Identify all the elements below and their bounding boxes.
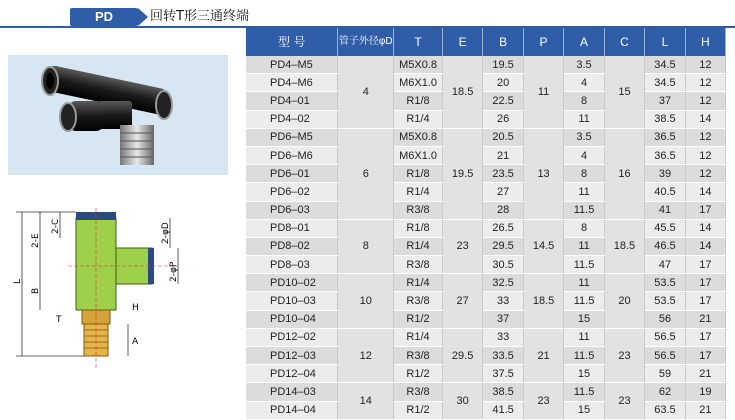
- cell-t: R1/8: [394, 92, 443, 110]
- cell-a: 8: [564, 92, 604, 110]
- cell-b: 27: [483, 183, 523, 201]
- tee-fitting-image: [8, 55, 228, 175]
- label-b: B: [31, 287, 41, 294]
- cell-l: 40.5: [645, 183, 685, 201]
- cell-model: PD12–02: [246, 328, 338, 346]
- dimension-diagram: [8, 208, 238, 383]
- table-row: [246, 165, 726, 183]
- cell-model: PD6–M5: [246, 128, 338, 146]
- cell-l: 59: [645, 365, 685, 383]
- cell-l: 46.5: [645, 237, 685, 255]
- table-row: [246, 347, 726, 365]
- table-row: [246, 256, 726, 274]
- cell-h: 17: [685, 292, 725, 310]
- cell-p: 23: [523, 383, 563, 419]
- cell-a: 4: [564, 74, 604, 92]
- cell-t: M6X1.0: [394, 146, 443, 164]
- cell-c: 23: [604, 328, 644, 383]
- table-row: [246, 219, 726, 237]
- cell-d: 12: [338, 328, 394, 383]
- cell-d: 10: [338, 274, 394, 329]
- cell-l: 45.5: [645, 219, 685, 237]
- cell-l: 62: [645, 383, 685, 401]
- table-row: [246, 110, 726, 128]
- cell-t: M5X0.8: [394, 128, 443, 146]
- cell-l: 53.5: [645, 292, 685, 310]
- cell-b: 33: [483, 328, 523, 346]
- table-row: [246, 310, 726, 328]
- cell-a: 11: [564, 237, 604, 255]
- col-l: L: [645, 28, 685, 56]
- cell-model: PD4–02: [246, 110, 338, 128]
- cell-b: 32.5: [483, 274, 523, 292]
- table-row: [246, 201, 726, 219]
- cell-a: 11.5: [564, 201, 604, 219]
- cell-b: 20: [483, 74, 523, 92]
- cell-h: 12: [685, 128, 725, 146]
- cell-l: 38.5: [645, 110, 685, 128]
- cell-model: PD12–04: [246, 365, 338, 383]
- cell-b: 37.5: [483, 365, 523, 383]
- cell-a: 11.5: [564, 383, 604, 401]
- table-row: [246, 56, 726, 74]
- cell-b: 33: [483, 292, 523, 310]
- cell-model: PD8–01: [246, 219, 338, 237]
- cell-b: 30.5: [483, 256, 523, 274]
- cell-a: 15: [564, 401, 604, 419]
- cell-a: 11: [564, 274, 604, 292]
- cell-h: 21: [685, 310, 725, 328]
- cell-t: R3/8: [394, 201, 443, 219]
- table-row: [246, 292, 726, 310]
- cell-l: 39: [645, 165, 685, 183]
- cell-e: 30: [442, 383, 482, 419]
- cell-model: PD4–M5: [246, 56, 338, 74]
- cell-p: 14.5: [523, 219, 563, 274]
- col-e: E: [442, 28, 482, 56]
- cell-e: 29.5: [442, 328, 482, 383]
- cell-c: 23: [604, 383, 644, 419]
- cell-l: 47: [645, 256, 685, 274]
- col-b: B: [483, 28, 523, 56]
- cell-t: R1/4: [394, 274, 443, 292]
- cell-model: PD4–01: [246, 92, 338, 110]
- cell-h: 14: [685, 219, 725, 237]
- cell-h: 17: [685, 256, 725, 274]
- cell-h: 12: [685, 146, 725, 164]
- col-model: 型 号: [246, 28, 338, 56]
- cell-model: PD8–03: [246, 256, 338, 274]
- cell-a: 15: [564, 365, 604, 383]
- table-row: [246, 365, 726, 383]
- product-photo: [8, 55, 228, 175]
- cell-c: 15: [604, 56, 644, 128]
- cell-t: R1/4: [394, 183, 443, 201]
- cell-model: PD14–04: [246, 401, 338, 419]
- cell-l: 56.5: [645, 328, 685, 346]
- cell-t: R3/8: [394, 347, 443, 365]
- cell-model: PD10–03: [246, 292, 338, 310]
- cell-a: 8: [564, 165, 604, 183]
- label-2phid: 2-φD: [161, 222, 171, 244]
- cell-l: 36.5: [645, 128, 685, 146]
- cell-h: 12: [685, 56, 725, 74]
- cell-h: 19: [685, 383, 725, 401]
- cell-l: 34.5: [645, 56, 685, 74]
- label-a: A: [132, 337, 139, 347]
- cell-a: 15: [564, 310, 604, 328]
- cell-b: 37: [483, 310, 523, 328]
- cell-l: 56: [645, 310, 685, 328]
- cell-d: 4: [338, 56, 394, 128]
- cell-a: 11: [564, 328, 604, 346]
- table-row: [246, 128, 726, 146]
- cell-e: 27: [442, 274, 482, 329]
- table-row: [246, 328, 726, 346]
- cell-b: 21: [483, 146, 523, 164]
- cell-c: 18.5: [604, 219, 644, 274]
- spec-table-body: [246, 56, 726, 419]
- cell-l: 56.5: [645, 347, 685, 365]
- cell-model: PD6–03: [246, 201, 338, 219]
- label-t: T: [56, 315, 62, 325]
- col-p: P: [523, 28, 563, 56]
- cell-a: 11: [564, 183, 604, 201]
- cell-b: 29.5: [483, 237, 523, 255]
- label-2e: 2-E: [31, 233, 41, 248]
- cell-p: 18.5: [523, 274, 563, 329]
- page-title: 回转T形三通终端: [150, 9, 249, 24]
- cell-t: M6X1.0: [394, 74, 443, 92]
- cell-h: 14: [685, 237, 725, 255]
- table-row: [246, 183, 726, 201]
- col-a: A: [564, 28, 604, 56]
- table-row: [246, 274, 726, 292]
- cell-l: 41: [645, 201, 685, 219]
- cell-a: 8: [564, 219, 604, 237]
- cell-h: 17: [685, 347, 725, 365]
- label-l: L: [13, 278, 23, 284]
- cell-model: PD10–04: [246, 310, 338, 328]
- col-tube-od: 管子外径φD: [338, 28, 394, 56]
- cell-a: 11.5: [564, 256, 604, 274]
- label-2phip: 2-φP: [169, 261, 179, 282]
- cell-t: R3/8: [394, 256, 443, 274]
- table-row: [246, 383, 726, 401]
- cell-t: R3/8: [394, 383, 443, 401]
- cell-t: R3/8: [394, 292, 443, 310]
- cell-b: 19.5: [483, 56, 523, 74]
- cell-b: 26.5: [483, 219, 523, 237]
- cell-b: 41.5: [483, 401, 523, 419]
- cell-model: PD10–02: [246, 274, 338, 292]
- cell-e: 18.5: [442, 56, 482, 128]
- cell-a: 4: [564, 146, 604, 164]
- cell-t: R1/4: [394, 110, 443, 128]
- table-row: [246, 401, 726, 419]
- cell-b: 28: [483, 201, 523, 219]
- table-row: [246, 146, 726, 164]
- cell-b: 38.5: [483, 383, 523, 401]
- cell-model: PD8–02: [246, 237, 338, 255]
- cell-a: 11.5: [564, 292, 604, 310]
- cell-model: PD6–02: [246, 183, 338, 201]
- cell-e: 19.5: [442, 128, 482, 219]
- cell-t: R1/8: [394, 165, 443, 183]
- cell-b: 22.5: [483, 92, 523, 110]
- label-2c: 2-C: [51, 218, 61, 234]
- col-t: T: [394, 28, 443, 56]
- cell-a: 3.5: [564, 56, 604, 74]
- cell-model: PD12–03: [246, 347, 338, 365]
- cell-b: 20.5: [483, 128, 523, 146]
- cell-model: PD6–01: [246, 165, 338, 183]
- cell-a: 3.5: [564, 128, 604, 146]
- cell-model: PD14–03: [246, 383, 338, 401]
- col-c: C: [604, 28, 644, 56]
- cell-h: 17: [685, 274, 725, 292]
- table-row: [246, 92, 726, 110]
- cell-p: 13: [523, 128, 563, 219]
- cell-l: 53.5: [645, 274, 685, 292]
- cell-h: 17: [685, 328, 725, 346]
- cell-t: R1/4: [394, 328, 443, 346]
- cell-t: R1/2: [394, 310, 443, 328]
- cell-h: 21: [685, 401, 725, 419]
- cell-h: 12: [685, 165, 725, 183]
- cell-t: R1/8: [394, 219, 443, 237]
- cell-b: 33.5: [483, 347, 523, 365]
- cell-h: 21: [685, 365, 725, 383]
- cell-t: R1/2: [394, 365, 443, 383]
- cell-h: 14: [685, 110, 725, 128]
- cell-h: 14: [685, 183, 725, 201]
- cell-t: M5X0.8: [394, 56, 443, 74]
- col-h: H: [685, 28, 725, 56]
- cell-l: 34.5: [645, 74, 685, 92]
- cell-h: 17: [685, 201, 725, 219]
- cell-t: R1/2: [394, 401, 443, 419]
- cell-a: 11.5: [564, 347, 604, 365]
- cell-e: 23: [442, 219, 482, 274]
- cell-l: 36.5: [645, 146, 685, 164]
- cell-h: 12: [685, 74, 725, 92]
- cell-c: 20: [604, 274, 644, 329]
- cell-h: 12: [685, 92, 725, 110]
- cell-c: 16: [604, 128, 644, 219]
- cell-b: 23.5: [483, 165, 523, 183]
- cell-p: 11: [523, 56, 563, 128]
- series-tag: PD: [70, 8, 138, 26]
- cell-model: PD4–M6: [246, 74, 338, 92]
- cell-b: 26: [483, 110, 523, 128]
- cell-a: 11: [564, 110, 604, 128]
- label-h: H: [132, 303, 139, 313]
- cell-l: 37: [645, 92, 685, 110]
- cell-p: 21: [523, 328, 563, 383]
- table-row: [246, 237, 726, 255]
- cell-l: 63.5: [645, 401, 685, 419]
- cell-d: 8: [338, 219, 394, 274]
- spec-table: [246, 28, 726, 420]
- cell-t: R1/4: [394, 237, 443, 255]
- cell-d: 14: [338, 383, 394, 419]
- cell-model: PD6–M6: [246, 146, 338, 164]
- cell-d: 6: [338, 128, 394, 219]
- spec-header-row: [246, 28, 726, 56]
- table-row: [246, 74, 726, 92]
